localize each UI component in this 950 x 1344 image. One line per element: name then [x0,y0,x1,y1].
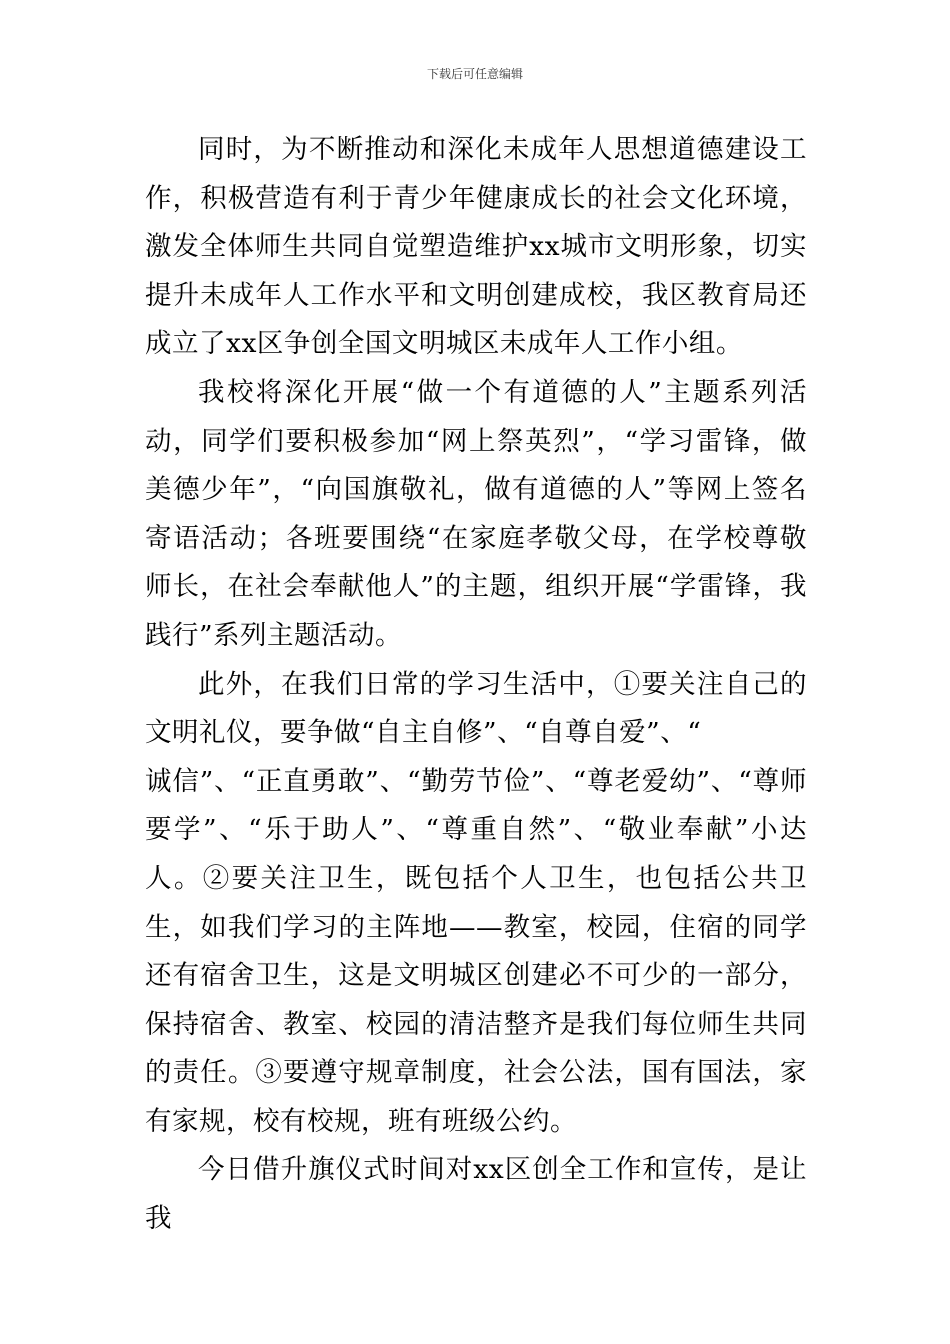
document-body [145,126,807,1244]
paragraph: 同时，为不断推动和深化未成年人思想道德建设工作，积极营造有利于青少年健康成长的社会文化环境，激发全体师生共同自觉塑造维护xx城市文明形象，切实提升未成年人工作水平和文明创建成校，我区教育局还成立了xx区争创全国文明城区未成年人工作小组。 [145,134,807,360]
page-header: 下载后可任意编辑 [426,67,523,81]
paragraph: 我校将深化开展“做一个有道德的人”主题系列活动，同学们要积极参加“网上祭英烈”，“学习雷锋，做美德少年”，“向国旗敬礼，做有道德的人”等网上签名寄语活动；各班要围绕“在家庭孝敬父母，在学校尊敬师长，在社会奉献他人”的主题，组织开展“学雷锋，我践行”系列主题活动。 [145,376,807,651]
paragraph: 今日借升旗仪式时间对xx区创全工作和宣传，是让我 [145,1154,807,1235]
paragraph: 此外，在我们日常的学习生活中，①要关注自己的文明礼仪，要争做“自主自修”、“自尊自爱”、“ [145,668,807,749]
paragraph-continuation: 诚信”、“正直勇敢”、“勤劳节俭”、“尊老爱幼”、“尊师要学”、“乐于助人”、“尊重自然”、“敬业奉献”小达人。②要关注卫生，既包括个人卫生，也包括公共卫生，如我们学习的主阵地——教室，校园，住宿的同学还有宿舍卫生，这是文明城区创建必不可少的一部分，保持宿舍、教室、校园的清洁整齐是我们每位师生共同的责任。③要遵守规章制度，社会公法，国有国法，家有家规，校有校规，班有班级公约。 [145,765,807,1137]
